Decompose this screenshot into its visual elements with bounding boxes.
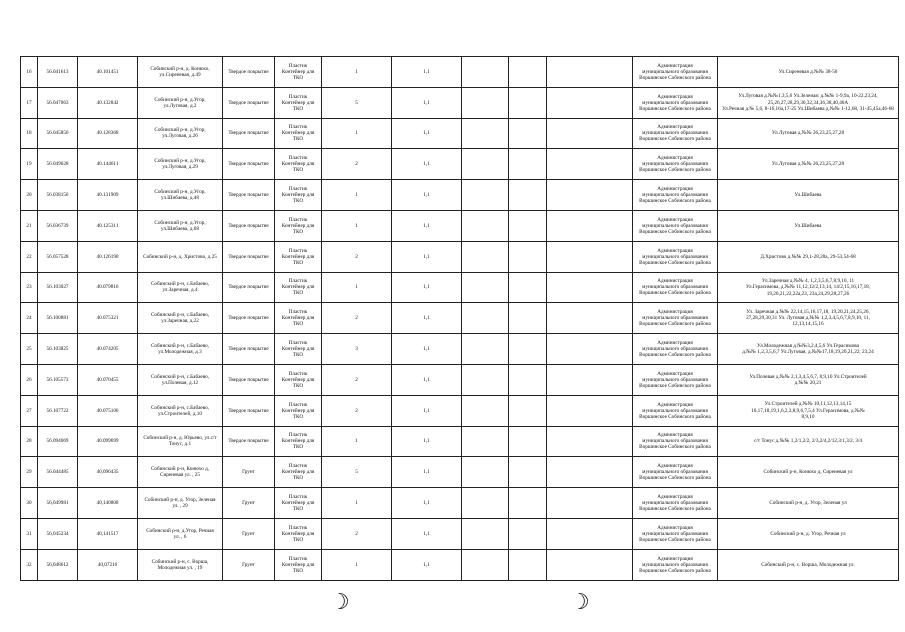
table-row	[21, 303, 899, 334]
served-streets-cell: Собинский р-н, д. Угор, Речная ул	[718, 518, 899, 549]
container-count-cell: 1	[322, 549, 392, 580]
container-volume-cell: 1,1	[392, 488, 462, 519]
container-type-cell: Пластик Контейнер для ТКО	[275, 426, 322, 457]
row-number: 26	[21, 364, 38, 395]
longitude-cell: 40,096435	[78, 457, 138, 488]
container-count-cell: 1	[322, 210, 392, 241]
table-row	[21, 549, 899, 580]
table-row	[21, 334, 899, 365]
container-type-cell: Пластик Контейнер для ТКО	[275, 488, 322, 519]
row-number: 22	[21, 241, 38, 272]
latitude-cell: 56.105573	[38, 364, 78, 395]
operator-cell: Администрация муниципального образования Воршинское Собинского района	[633, 118, 718, 149]
container-volume-cell: 1,1	[392, 549, 462, 580]
container-count-cell: 5	[322, 87, 392, 118]
empty-cell-2	[509, 87, 547, 118]
operator-cell: Администрация муниципального образования Воршинское Собинского района	[633, 518, 718, 549]
served-streets-cell: Ул.Луговая д.№№ 26,23,25,27,28	[718, 118, 899, 149]
table-row	[21, 364, 899, 395]
address-cell: Собинский р-н, с.Бабаево, ул.Полевая, д.12	[138, 364, 223, 395]
longitude-cell: 40.075321	[78, 303, 138, 334]
empty-cell-3	[547, 518, 633, 549]
served-streets-cell: Ул.Шибаева	[718, 180, 899, 211]
container-type-cell: Пластик Контейнер для ТКО	[275, 57, 322, 88]
empty-cell-2	[509, 488, 547, 519]
operator-cell: Администрация муниципального образования Воршинское Собинского района	[633, 549, 718, 580]
operator-cell: Администрация муниципального образования Воршинское Собинского района	[633, 210, 718, 241]
served-streets-cell: Ул.Заречная д.№№ 4, 1,2,3,5,6,7,8,9,10, 11 Ул.Герасимова, д.№№ 11,12,12/2,13,14, 14/2,15,16,17,18, 19,20,21,22,22а,23, 23а,24,29,28,27,26	[718, 272, 899, 303]
container-volume-cell: 1,1	[392, 57, 462, 88]
row-number: 16	[21, 57, 38, 88]
container-count-cell: 1	[322, 426, 392, 457]
surface-cell: Твердое покрытие	[223, 118, 275, 149]
container-volume-cell: 1,1	[392, 303, 462, 334]
row-number: 23	[21, 272, 38, 303]
container-count-cell: 1	[322, 57, 392, 88]
table-row	[21, 149, 899, 180]
latitude-cell: 56.049628	[38, 149, 78, 180]
served-streets-cell: с/т Тонус д.№№ 1,2/1,2/2, 2/3,2/4,2/12,3/1,3/2, 3/4	[718, 426, 899, 457]
latitude-cell: 56.103027	[38, 272, 78, 303]
operator-cell: Администрация муниципального образования Воршинское Собинского района	[633, 395, 718, 426]
served-streets-cell: Ул.Сиреневая д.№№ 38-50	[718, 57, 899, 88]
row-number: 17	[21, 87, 38, 118]
longitude-cell: 40.126190	[78, 241, 138, 272]
latitude-cell: 56.047063	[38, 87, 78, 118]
table-row	[21, 241, 899, 272]
table-row	[21, 210, 899, 241]
surface-cell: Твердое покрытие	[223, 395, 275, 426]
container-sites-table	[20, 56, 899, 581]
empty-cell-1	[462, 241, 509, 272]
empty-cell-3	[547, 303, 633, 334]
container-type-cell: Пластик Контейнер для ТКО	[275, 549, 322, 580]
surface-cell: Твердое покрытие	[223, 426, 275, 457]
empty-cell-1	[462, 488, 509, 519]
operator-cell: Администрация муниципального образования Воршинское Собинского района	[633, 457, 718, 488]
container-count-cell: 1	[322, 180, 392, 211]
empty-cell-1	[462, 210, 509, 241]
surface-cell: Твердое покрытие	[223, 87, 275, 118]
longitude-cell: 40,141517	[78, 518, 138, 549]
container-type-cell: Пластик Контейнер для ТКО	[275, 210, 322, 241]
longitude-cell: 40.101451	[78, 57, 138, 88]
surface-cell: Грунт	[223, 518, 275, 549]
container-volume-cell: 1,1	[392, 395, 462, 426]
served-streets-cell: Ул.Шибаева	[718, 210, 899, 241]
empty-cell-1	[462, 426, 509, 457]
served-streets-cell: Ул.Луговая д.№№1,3,5,6 Ул.Зеленая: д.№№ 1-9,9а, 10-22,23,24, 25,26,27,28,29,30,32,34,36,38,40,40А Ул.Речная д.№ 5,6, 8-16,16а,17-25 Ул.Шибаева д.№№ 1-12,68, 31-45,45а,46-68	[718, 87, 899, 118]
empty-cell-3	[547, 488, 633, 519]
served-streets-cell: Д.Христово д.№№ 29,1-28,28а, 29-53,54-68	[718, 241, 899, 272]
surface-cell: Твердое покрытие	[223, 364, 275, 395]
latitude-cell: 56.044485	[38, 457, 78, 488]
container-type-cell: Пластик Контейнер для ТКО	[275, 457, 322, 488]
address-cell: Собинский р-н, д.Угор, Речная ул. , 6	[138, 518, 223, 549]
surface-cell: Твердое покрытие	[223, 210, 275, 241]
empty-cell-3	[547, 395, 633, 426]
table-row	[21, 426, 899, 457]
empty-cell-2	[509, 210, 547, 241]
address-cell: Собинский р-н, с.Бабаево, ул.Молодежная, д.3	[138, 334, 223, 365]
container-type-cell: Пластик Контейнер для ТКО	[275, 518, 322, 549]
surface-cell: Твердое покрытие	[223, 180, 275, 211]
longitude-cell: 40.128368	[78, 118, 138, 149]
table-row	[21, 488, 899, 519]
container-count-cell: 1	[322, 118, 392, 149]
container-volume-cell: 1,1	[392, 149, 462, 180]
page-mark-right: ☽	[570, 590, 590, 615]
operator-cell: Администрация муниципального образования Воршинское Собинского района	[633, 180, 718, 211]
empty-cell-1	[462, 549, 509, 580]
empty-cell-2	[509, 57, 547, 88]
address-cell: Собинский р-н, д.Угор, ул.Шибаева, д.68	[138, 210, 223, 241]
surface-cell: Грунт	[223, 488, 275, 519]
address-cell: Собинский р-н, д. Угор, Зеленая ул. , 29	[138, 488, 223, 519]
container-count-cell: 2	[322, 303, 392, 334]
address-cell: Собинский р-н, д.Угор, ул.Шибаева, д.48	[138, 180, 223, 211]
address-cell: Собинский р-н, с. Ворша, Молодежная ул. , 19	[138, 549, 223, 580]
empty-cell-1	[462, 180, 509, 211]
empty-cell-3	[547, 426, 633, 457]
empty-cell-2	[509, 272, 547, 303]
container-type-cell: Пластик Контейнер для ТКО	[275, 149, 322, 180]
container-count-cell: 2	[322, 395, 392, 426]
container-volume-cell: 1,1	[392, 272, 462, 303]
address-cell: Собинский р-н, д.Угор, ул.Луговая, д.26	[138, 118, 223, 149]
surface-cell: Твердое покрытие	[223, 149, 275, 180]
operator-cell: Администрация муниципального образования Воршинское Собинского района	[633, 426, 718, 457]
empty-cell-2	[509, 241, 547, 272]
longitude-cell: 40.079816	[78, 272, 138, 303]
container-volume-cell: 1,1	[392, 87, 462, 118]
container-volume-cell: 1,1	[392, 457, 462, 488]
empty-cell-3	[547, 118, 633, 149]
empty-cell-2	[509, 457, 547, 488]
served-streets-cell: Ул.Полевая д.№№ 2,1,3,4,5,6,7, 8,9,10 Ул.Строителей д.№№ 20,21	[718, 364, 899, 395]
operator-cell: Администрация муниципального образования Воршинское Собинского района	[633, 364, 718, 395]
longitude-cell: 40,07216	[78, 549, 138, 580]
latitude-cell: 56.045856	[38, 118, 78, 149]
empty-cell-3	[547, 149, 633, 180]
container-count-cell: 1	[322, 272, 392, 303]
empty-cell-3	[547, 364, 633, 395]
row-number: 30	[21, 488, 38, 519]
longitude-cell: 40.099699	[78, 426, 138, 457]
operator-cell: Администрация муниципального образования Воршинское Собинского района	[633, 241, 718, 272]
empty-cell-1	[462, 303, 509, 334]
served-streets-cell: Ул.Строителей д.№№ 10,11,12,13,14,15 16,17,18,19,1,6,2,3,8,9,6,7,5,4 Ул.Герасимова, д.№№ 8,9,10	[718, 395, 899, 426]
empty-cell-3	[547, 334, 633, 365]
row-number: 21	[21, 210, 38, 241]
empty-cell-3	[547, 457, 633, 488]
empty-cell-2	[509, 395, 547, 426]
empty-cell-3	[547, 272, 633, 303]
longitude-cell: 40.125311	[78, 210, 138, 241]
empty-cell-2	[509, 149, 547, 180]
container-type-cell: Пластик Контейнер для ТКО	[275, 364, 322, 395]
row-number: 18	[21, 118, 38, 149]
longitude-cell: 40,140808	[78, 488, 138, 519]
empty-cell-2	[509, 180, 547, 211]
row-number: 27	[21, 395, 38, 426]
row-number: 31	[21, 518, 38, 549]
latitude-cell: 56,045234	[38, 518, 78, 549]
empty-cell-1	[462, 334, 509, 365]
table-row	[21, 180, 899, 211]
operator-cell: Администрация муниципального образования Воршинское Собинского района	[633, 303, 718, 334]
empty-cell-1	[462, 364, 509, 395]
row-number: 24	[21, 303, 38, 334]
surface-cell: Твердое покрытие	[223, 303, 275, 334]
address-cell: Собинский р-н, д. Конюхо, ул.Сиреневая, д.49	[138, 57, 223, 88]
served-streets-cell: Собинский р-н, с. Ворша, Молодежная ул.	[718, 549, 899, 580]
operator-cell: Администрация муниципального образования Воршинское Собинского района	[633, 272, 718, 303]
table-row	[21, 518, 899, 549]
longitude-cell: 40.131909	[78, 180, 138, 211]
served-streets-cell: Ул.Луговая д.№№ 26,23,25,27,28	[718, 149, 899, 180]
empty-cell-2	[509, 334, 547, 365]
empty-cell-1	[462, 149, 509, 180]
row-number: 25	[21, 334, 38, 365]
container-count-cell: 1	[322, 488, 392, 519]
container-type-cell: Пластик Контейнер для ТКО	[275, 118, 322, 149]
container-type-cell: Пластик Контейнер для ТКО	[275, 272, 322, 303]
longitude-cell: 40.070455	[78, 364, 138, 395]
address-cell: Собинский р-н, Конюхо д, Сиреневая ул. , 25	[138, 457, 223, 488]
served-streets-cell: Собинский р-н, д. Угор, Зеленая ул	[718, 488, 899, 519]
latitude-cell: 56.107722	[38, 395, 78, 426]
table-row	[21, 118, 899, 149]
longitude-cell: 40.144611	[78, 149, 138, 180]
container-count-cell: 3	[322, 334, 392, 365]
operator-cell: Администрация муниципального образования Воршинское Собинского района	[633, 87, 718, 118]
operator-cell: Администрация муниципального образования Воршинское Собинского района	[633, 488, 718, 519]
empty-cell-3	[547, 210, 633, 241]
longitude-cell: 40.132842	[78, 87, 138, 118]
container-volume-cell: 1,1	[392, 118, 462, 149]
latitude-cell: 56,049981	[38, 488, 78, 519]
address-cell: Собинский р-н, д. Христово, д.25	[138, 241, 223, 272]
latitude-cell: 56.100881	[38, 303, 78, 334]
served-streets-cell: Ул.Молодежная д.№№3,2,4,5,6 Ул.Герасимова д.№№ 1,2,3,5,6,7 Ул.Луговая, д.№№17,18,19,20,21,22, 23,24	[718, 334, 899, 365]
row-number: 28	[21, 426, 38, 457]
container-type-cell: Пластик Контейнер для ТКО	[275, 395, 322, 426]
address-cell: Собинский р-н, д. Юрьево, ул.с/т Тонус, д.1	[138, 426, 223, 457]
empty-cell-2	[509, 118, 547, 149]
empty-cell-3	[547, 241, 633, 272]
container-volume-cell: 1,1	[392, 426, 462, 457]
container-type-cell: Пластик Контейнер для ТКО	[275, 334, 322, 365]
table-row	[21, 395, 899, 426]
empty-cell-3	[547, 549, 633, 580]
latitude-cell: 56.094069	[38, 426, 78, 457]
container-count-cell: 2	[322, 518, 392, 549]
latitude-cell: 56.036739	[38, 210, 78, 241]
container-volume-cell: 1,1	[392, 518, 462, 549]
row-number: 29	[21, 457, 38, 488]
empty-cell-1	[462, 118, 509, 149]
latitude-cell: 56,048612	[38, 549, 78, 580]
empty-cell-2	[509, 426, 547, 457]
container-type-cell: Пластик Контейнер для ТКО	[275, 241, 322, 272]
longitude-cell: 40.074205	[78, 334, 138, 365]
empty-cell-1	[462, 457, 509, 488]
operator-cell: Администрация муниципального образования Воршинское Собинского района	[633, 57, 718, 88]
empty-cell-1	[462, 87, 509, 118]
surface-cell: Грунт	[223, 457, 275, 488]
empty-cell-2	[509, 303, 547, 334]
empty-cell-1	[462, 518, 509, 549]
latitude-cell: 56.103825	[38, 334, 78, 365]
container-count-cell: 2	[322, 241, 392, 272]
row-number: 32	[21, 549, 38, 580]
served-streets-cell: Собинский р-н, Конюхо д, Сиреневая ул	[718, 457, 899, 488]
empty-cell-2	[509, 364, 547, 395]
row-number: 20	[21, 180, 38, 211]
surface-cell: Твердое покрытие	[223, 334, 275, 365]
address-cell: Собинский р-н, д.Угор, ул.Луговая, д.29	[138, 149, 223, 180]
latitude-cell: 56.041613	[38, 57, 78, 88]
table-row	[21, 87, 899, 118]
row-number: 19	[21, 149, 38, 180]
surface-cell: Твердое покрытие	[223, 272, 275, 303]
address-cell: Собинский р-н, д.Угор, ул.Луговая, д.2	[138, 87, 223, 118]
empty-cell-2	[509, 549, 547, 580]
latitude-cell: 56.038156	[38, 180, 78, 211]
container-volume-cell: 1,1	[392, 364, 462, 395]
container-count-cell: 5	[322, 457, 392, 488]
table-row	[21, 457, 899, 488]
container-type-cell: Пластик Контейнер для ТКО	[275, 87, 322, 118]
container-volume-cell: 1,1	[392, 241, 462, 272]
container-count-cell: 2	[322, 364, 392, 395]
empty-cell-2	[509, 518, 547, 549]
longitude-cell: 40.075106	[78, 395, 138, 426]
container-volume-cell: 1,1	[392, 180, 462, 211]
address-cell: Собинский р-н, с.Бабаево, ул.Заречная, д.22	[138, 303, 223, 334]
container-count-cell: 2	[322, 149, 392, 180]
table-row	[21, 272, 899, 303]
empty-cell-3	[547, 180, 633, 211]
empty-cell-3	[547, 57, 633, 88]
empty-cell-1	[462, 272, 509, 303]
container-type-cell: Пластик Контейнер для ТКО	[275, 180, 322, 211]
surface-cell: Твердое покрытие	[223, 241, 275, 272]
table-row	[21, 57, 899, 88]
surface-cell: Грунт	[223, 549, 275, 580]
operator-cell: Администрация муниципального образования Воршинское Собинского района	[633, 149, 718, 180]
container-volume-cell: 1,1	[392, 210, 462, 241]
address-cell: Собинский р-н, с.Бабаево, ул.Заречная, д.4	[138, 272, 223, 303]
address-cell: Собинский р-н, с.Бабаево, ул.Строителей, д.10	[138, 395, 223, 426]
latitude-cell: 56.057528	[38, 241, 78, 272]
empty-cell-1	[462, 57, 509, 88]
empty-cell-1	[462, 395, 509, 426]
container-volume-cell: 1,1	[392, 334, 462, 365]
container-type-cell: Пластик Контейнер для ТКО	[275, 303, 322, 334]
page-mark-left: ☽	[330, 590, 350, 615]
served-streets-cell: Ул. Заречная д.№№ 22,14,15,16,17,18, 19,20,21,24,25,26, 27,28,29,30,31 Ул. Луговая д.№№ 1,2,3,4,5,6,7,8,9,10, 11, 12,13,14,15,16	[718, 303, 899, 334]
surface-cell: Твердое покрытие	[223, 57, 275, 88]
empty-cell-3	[547, 87, 633, 118]
operator-cell: Администрация муниципального образования Воршинское Собинского района	[633, 334, 718, 365]
